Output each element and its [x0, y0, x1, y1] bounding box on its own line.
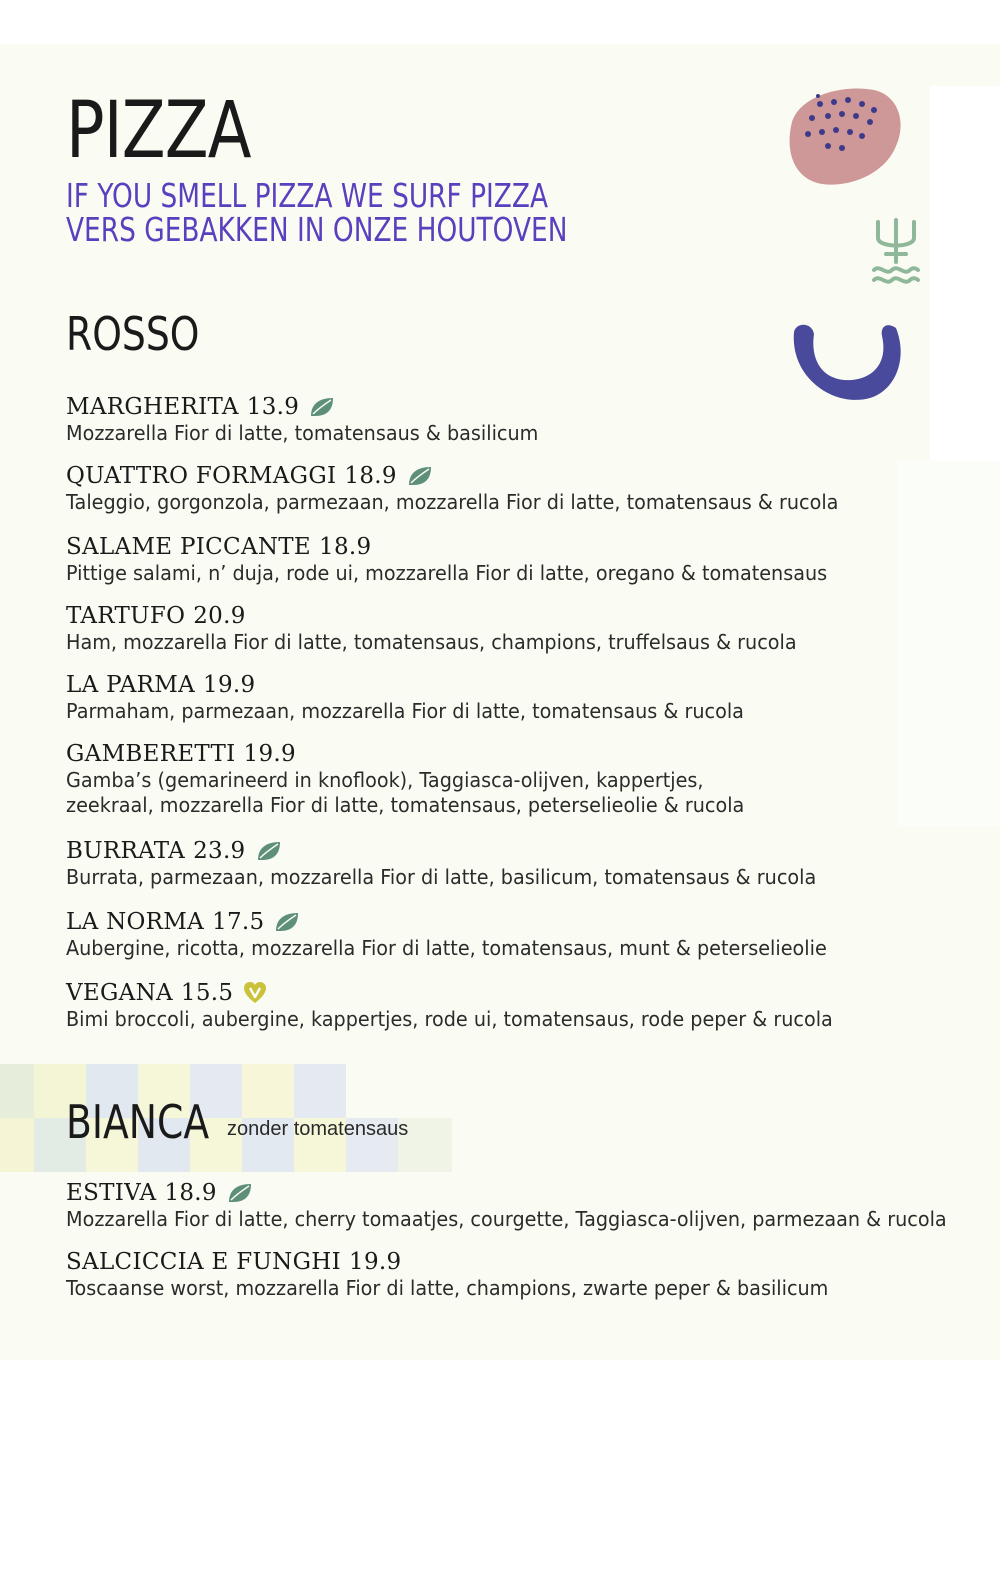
leaf-icon [309, 396, 335, 418]
item-price: 19.9 [349, 1249, 402, 1275]
item-price: 18.9 [164, 1180, 217, 1206]
item-name: BURRATA [66, 838, 186, 864]
item-description: Mozzarella Fior di latte, cherry tomaatjes, courgette, Taggiasca-olijven, parmezaan & rucola [66, 1207, 947, 1231]
tagline: VERS GEBAKKEN IN ONZE HOUTOVEN [66, 210, 568, 249]
leaf-icon [227, 1182, 253, 1204]
menu-item [66, 533, 966, 586]
menu-item [66, 1179, 966, 1232]
item-price: 20.9 [193, 603, 246, 629]
menu-item [66, 908, 966, 961]
item-description: zeekraal, mozzarella Fior di latte, tomatensaus, peterselieolie & rucola [66, 793, 745, 817]
section-title-bianca: BIANCA [66, 1095, 210, 1149]
menu-item [66, 462, 966, 515]
item-name: ESTIVA [66, 1180, 157, 1206]
item-name: VEGANA [66, 980, 173, 1006]
item-price: 17.5 [212, 909, 265, 935]
item-price: 19.9 [203, 672, 256, 698]
item-description: Mozzarella Fior di latte, tomatensaus & basilicum [66, 421, 539, 445]
tagline: IF YOU SMELL PIZZA WE SURF PIZZA [66, 176, 549, 215]
item-description: Pittige salami, n’ duja, rode ui, mozzarella Fior di latte, oregano & tomatensaus [66, 561, 828, 585]
item-name: LA NORMA [66, 909, 205, 935]
item-description: Burrata, parmezaan, mozzarella Fior di latte, basilicum, tomatensaus & rucola [66, 865, 817, 889]
item-name: MARGHERITA [66, 394, 239, 420]
menu-item [66, 602, 966, 655]
item-description: Ham, mozzarella Fior di latte, tomatensaus, champions, truffelsaus & rucola [66, 630, 797, 654]
trident-icon [870, 216, 922, 286]
leaf-icon [256, 840, 282, 862]
menu-item [66, 979, 966, 1032]
item-description: Taleggio, gorgonzola, parmezaan, mozzarella Fior di latte, tomatensaus & rucola [66, 490, 839, 514]
menu-item [66, 393, 966, 446]
item-name: TARTUFO [66, 603, 186, 629]
page-title: PIZZA [66, 86, 251, 176]
menu-item [66, 1248, 966, 1301]
section-note: zonder tomatensaus [227, 1118, 409, 1140]
menu-item [66, 740, 966, 818]
item-price: 15.5 [180, 980, 234, 1006]
item-price: 19.9 [243, 741, 296, 767]
item-name: SALCICCIA E FUNGHI [66, 1249, 342, 1275]
leaf-icon [407, 465, 433, 487]
pizza-illustration-icon [782, 84, 906, 190]
menu-item [66, 671, 966, 724]
item-price: 13.9 [246, 394, 300, 420]
item-name: GAMBERETTI [66, 741, 236, 767]
item-description: Toscaanse worst, mozzarella Fior di latte, champions, zwarte peper & basilicum [66, 1276, 829, 1300]
menu-item [66, 837, 966, 890]
item-name: LA PARMA [66, 672, 196, 698]
item-name: SALAME PICCANTE [66, 534, 312, 560]
item-price: 23.9 [193, 838, 246, 864]
item-name: QUATTRO FORMAGGI [66, 463, 337, 489]
item-price: 18.9 [319, 534, 372, 560]
leaf-icon [274, 911, 300, 933]
item-description: Bimi broccoli, aubergine, kappertjes, rode ui, tomatensaus, rode peper & rucola [66, 1007, 833, 1031]
item-price: 18.9 [344, 463, 397, 489]
vegan-heart-icon [243, 981, 267, 1005]
item-description: Parmaham, parmezaan, mozzarella Fior di latte, tomatensaus & rucola [66, 699, 744, 723]
item-description: Gamba’s (gemarineerd in knoflook), Taggiasca-olijven, kappertjes, [66, 768, 704, 792]
section-title-rosso: ROSSO [66, 307, 200, 361]
item-description: Aubergine, ricotta, mozzarella Fior di latte, tomatensaus, munt & peterselieolie [66, 936, 827, 960]
